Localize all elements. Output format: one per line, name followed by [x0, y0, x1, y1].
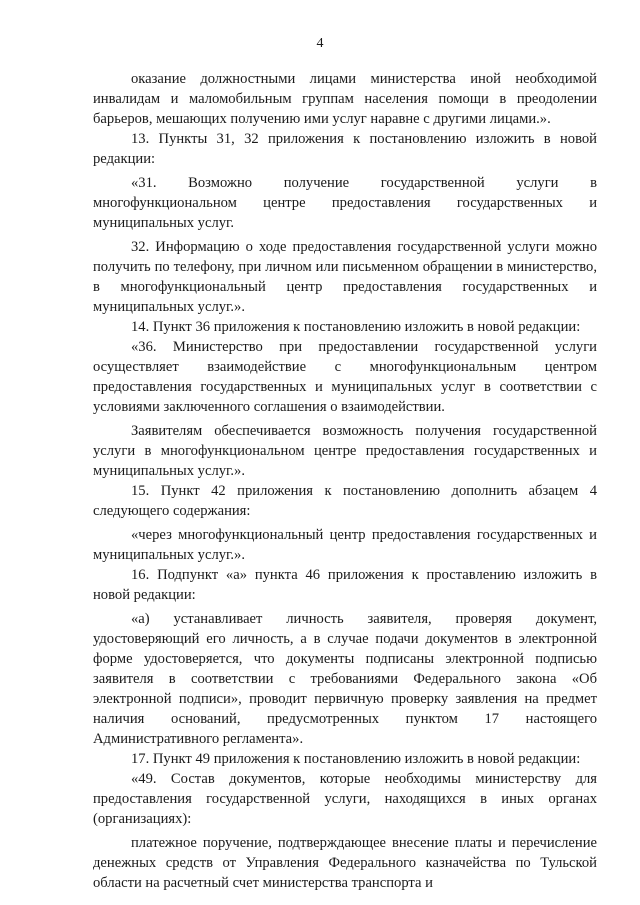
paragraph-clause-49: «49. Состав документов, которые необходимы министерству для предоставления государственной услуги, находящихся в иных органах (организациях):	[93, 771, 597, 827]
paragraph-applicants: Заявителям обеспечивается возможность получения государственной услуги в многофункциональном центре предоставления государственных и муниципальных услуг.».	[93, 423, 597, 479]
paragraph-clause-31: «31. Возможно получение государственной услуги в многофункциональном центре предоставления государственных и муниципальных услуг.	[93, 175, 597, 231]
paragraph-item-16: 16. Подпункт «а» пункта 46 приложения к проставлению изложить в новой редакции:	[93, 567, 597, 603]
paragraph-item-15: 15. Пункт 42 приложения к постановлению дополнить абзацем 4 следующего содержания:	[93, 483, 597, 519]
paragraph-assistance-continuation: оказание должностными лицами министерства иной необходимой инвалидам и маломобильным группам населения помощи в преодолении барьеров, мешающих получению ими услуг наравне с другими лицами.».	[93, 71, 597, 127]
paragraph-item-13: 13. Пункты 31, 32 приложения к постановлению изложить в новой редакции:	[93, 131, 597, 167]
paragraph-clause-36: «36. Министерство при предоставлении государственной услуги осуществляет взаимодействие с многофункциональным центром предоставления государственных и муниципальных услуг в соответствии с условиями заключенного соглашения о взаимодействии.	[93, 339, 597, 415]
page-number: 4	[316, 36, 324, 51]
document-body	[93, 69, 597, 893]
paragraph-clause-32: 32. Информацию о ходе предоставления государственной услуги можно получить по телефону, при личном или письменном обращении в министерство, в многофункциональный центр предоставления государственных и муниципальных услуг.».	[93, 239, 597, 315]
paragraph-item-17: 17. Пункт 49 приложения к постановлению изложить в новой редакции:	[131, 751, 581, 767]
paragraph-subclause-a: «а) устанавливает личность заявителя, проверяя документ, удостоверяющий его личность, а в случае подачи документов в электронной форме удостоверяется, что документы подписаны электронной подписью заявителя в соответствии с требованиями Федерального закона «Об электронной подписи», проводит первичную проверку заявления на предмет наличия оснований, предусмотренных пунктом 17 настоящего Административного регламента».	[93, 611, 597, 747]
paragraph-item-14: 14. Пункт 36 приложения к постановлению изложить в новой редакции:	[131, 319, 581, 335]
paragraph-clause-42-addition: «через многофункциональный центр предоставления государственных и муниципальных услуг.».	[93, 527, 597, 563]
paragraph-payment-order: платежное поручение, подтверждающее внесение платы и перечисление денежных средств от Управления Федерального казначейства по Тульской области на расчетный счет министерства транспорта и	[93, 835, 597, 891]
